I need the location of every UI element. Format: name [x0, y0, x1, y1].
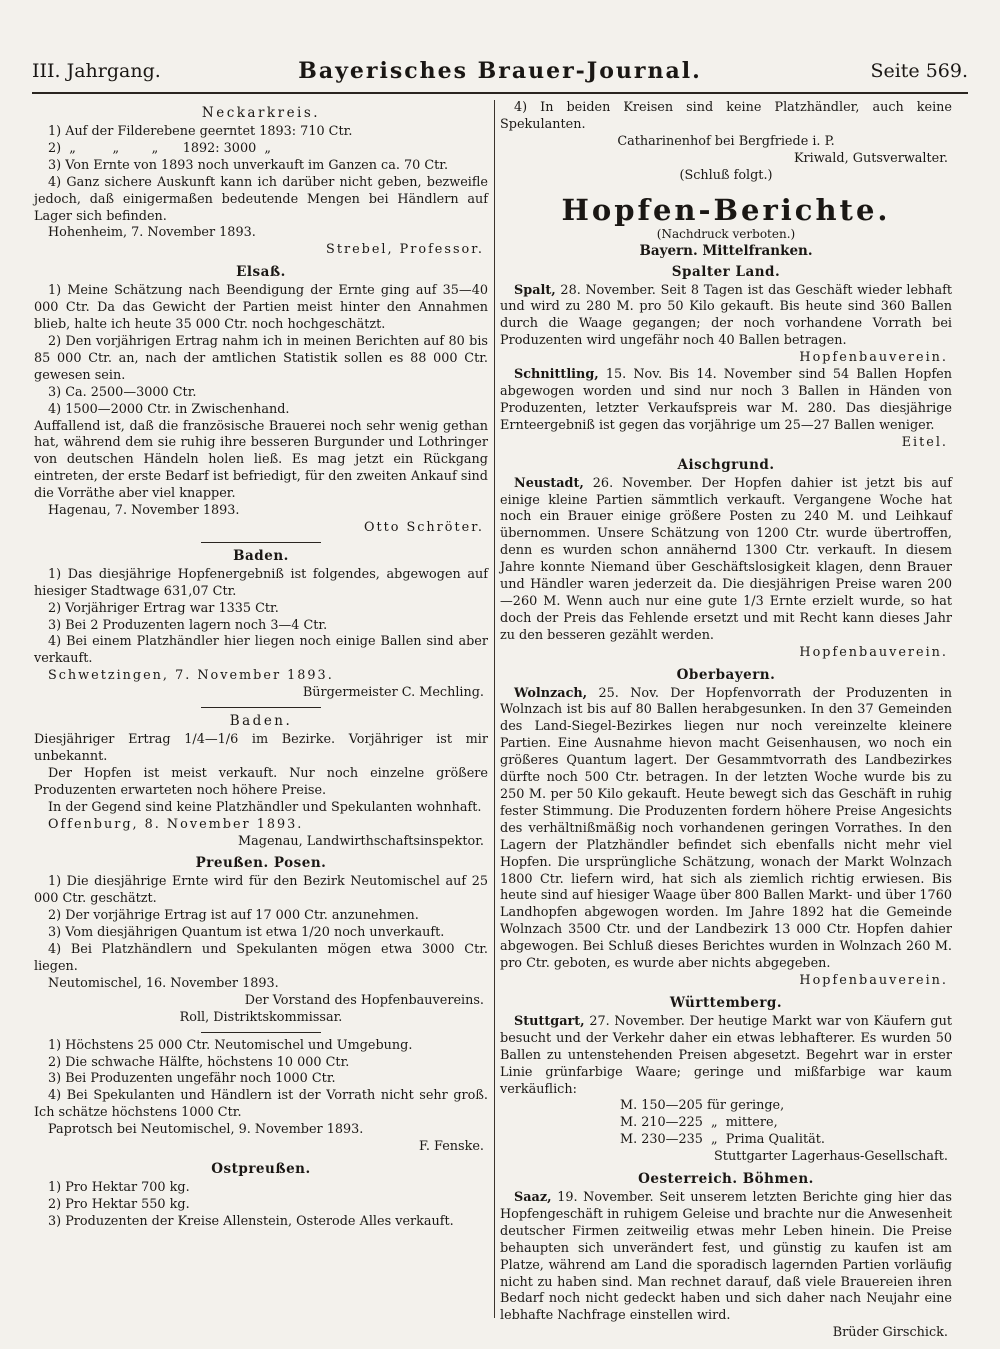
text-paragraph: 4) In beiden Kreisen sind keine Platzhändler, auch keine Spekulanten.: [500, 100, 952, 132]
place-date: Hagenau, 7. November 1893.: [48, 503, 240, 519]
separator-rule: [201, 1032, 321, 1033]
text-paragraph: 4) Bei Platzhändlern und Spekulanten mögen etwa 3000 Ctr. liegen.: [34, 942, 488, 974]
reprint-note: (Nachdruck verboten.): [656, 226, 796, 241]
text-line: 3) Ca. 2500—3000 Ctr.: [48, 384, 197, 400]
page-number: Seite 569.: [870, 60, 968, 82]
text-line: 2) „ „ „ 1892: 3000 „: [48, 140, 271, 156]
text-paragraph: 4) Ganz sichere Auskunft kann ich darüber nicht geben, bezweifle jedoch, daß einigermaßen bedeutende Mengen bei Händlern auf Lager sich befinden.: [34, 174, 488, 224]
signature: Kriwald, Gutsverwalter.: [793, 150, 948, 166]
text-line: 2) Die schwache Hälfte, höchstens 10 000 Ctr.: [48, 1054, 350, 1070]
text-paragraph: 4) Bei einem Platzhändler hier liegen noch einige Ballen sind aber verkauft.: [34, 634, 488, 667]
section-title: Aischgrund.: [677, 456, 775, 473]
continuation-note: (Schluß folgt.): [679, 167, 773, 183]
separator-rule: [201, 542, 321, 543]
volume-label: III. Jahrgang.: [32, 60, 161, 82]
place-date: Offenburg, 8. November 1893.: [48, 816, 304, 832]
text-line: 3) Vom diesjährigen Quantum ist etwa 1/20 noch unverkauft.: [48, 925, 445, 941]
place-date: Catharinenhof bei Bergfriede i. P.: [617, 133, 835, 149]
text-paragraph: In der Gegend sind keine Platzhändler und Spekulanten wohnhaft.: [48, 799, 482, 815]
place-date: Schwetzingen, 7. November 1893.: [48, 668, 334, 684]
text-line: 3) Von Ernte von 1893 noch unverkauft im Ganzen ca. 70 Ctr.: [48, 157, 449, 173]
page-header: [32, 58, 968, 94]
text-line: 3) Bei Produzenten ungefähr noch 1000 Ctr.: [48, 1071, 336, 1087]
signature: Strebel, Professor.: [326, 242, 484, 258]
signature: Otto Schröter.: [363, 519, 484, 535]
report-text: 15. Nov. Bis 14. November sind 54 Ballen Hopfen abgewogen worden und sind nur noch 3 Ballen in Händen von Produzenten, letzter Verkaufspreis war M. 280. Das diesjährige Ernteergebniß ist gegen das vorjährige um 25—27 Ballen weniger.: [500, 367, 952, 433]
report-place: Neustadt,: [514, 475, 584, 491]
section-title: Preußen. Posen.: [195, 855, 327, 872]
report-paragraph: [500, 283, 952, 351]
report-title: Hopfen-Berichte.: [561, 192, 891, 227]
place-date: Paprotsch bei Neutomischel, 9. November 1893.: [48, 1122, 364, 1138]
report-place: Wolnzach,: [514, 685, 588, 701]
price-line: M. 210—225 „ mittere,: [620, 1115, 778, 1131]
region-title: Bayern. Mittelfranken.: [639, 242, 813, 259]
section-title: Baden.: [229, 713, 293, 730]
text-paragraph: 2) Den vorjährigen Ertrag nahm ich in meinen Berichten auf 80 bis 85 000 Ctr. an, nach der amtlichen Statistik sollen es 88 000 Ctr. gewesen sein.: [34, 333, 488, 383]
text-paragraph: Auffallend ist, daß die französische Brauerei noch sehr wenig gethan hat, während dem sie ruhig ihre besseren Burgunder und Lothringer von deutschen Händeln holen ließ. Es mag jetzt ein Rückgang eintreten, der erste Bedarf ist befriedigt, für den zweiten Ankauf sind die Vorräthe aber viel knapper.: [34, 418, 488, 502]
place-date: Neutomischel, 16. November 1893.: [48, 975, 279, 991]
section-title: Elsaß.: [236, 264, 286, 281]
section-title: Spalter Land.: [671, 263, 781, 280]
report-text: 26. November. Der Hopfen dahier ist jetzt bis auf einige kleine Partien sämmtlich verkauft. Vergangene Woche hat noch ein Brauer einige größere Posten zu 240 M. und Leihkauf übernommen. Unsere Schätzung von 1200 Ctr. wurde übertroffen, denn es wurden schon annähernd 1300 Ctr. verkauft. In diesem Jahre konnte Niemand über Geschäftslosigkeit klagen, denn Brauer und Händler waren jederzeit da. Die diesjährigen Preise waren 200—260 M. Wenn auch nur eine gute 1/3 Ernte erzielt wurde, so hat doch der Preis das Fehlende ersetzt und mit Recht kann dieses Jahr zu den besseren gezählt werden.: [500, 475, 952, 643]
signature: F. Fenske.: [419, 1139, 484, 1155]
text-line: 2) Pro Hektar 550 kg.: [48, 1196, 190, 1212]
section-title: Baden.: [233, 547, 289, 564]
price-line: M. 230—235 „ Prima Qualität.: [620, 1132, 825, 1148]
signature: Roll, Distriktskommissar.: [179, 1009, 343, 1025]
signature: Magenau, Landwirthschaftsinspektor.: [238, 833, 484, 849]
signature: Hopfenbauverein.: [799, 972, 948, 988]
report-place: Spalt,: [514, 282, 556, 298]
journal-title: Bayerisches Brauer-Journal.: [298, 58, 702, 84]
report-text: 25. Nov. Der Hopfenvorrath der Produzenten in Wolnzach ist bis auf 80 Ballen herabgesunken. In den 37 Gemeinden des Land-Siegel-Bezirkes liegen nur noch vereinzelte kleinere Partien. Eine Ausnahme hievon macht Geisenhausen, wo noch ein größeres Quantum lagert. Der Gesammtvorrath des Landbezirkes dürfte noch 500 Ctr. betragen. In der letzten Woche wurde bis zu 250 M. per 50 Kilo gekauft. Heute bewegt sich das Geschäft in ruhig fester Stimmung. Die Produzenten fordern höhere Preise Angesichts des verhältnißmäßig noch vorhandenen geringen Vorrathes. In den Lagern der Platzhändler befindet sich ebenfalls nicht mehr viel Hopfen. Die ursprüngliche Schätzung, wonach der Markt Wolnzach 1800 Ctr. liefern wird, hat sich als ziemlich richtig erwiesen. Bis heute sind auf hiesiger Waage über 800 Ballen Markt- und über 1760 Landhopfen abgewogen worden. Im Jahre 1892 hat die Gemeinde Wolnzach 3500 Ctr. und der Landbezirk 13 000 Ctr. Hopfen dahier abgewogen. Bei Schluß dieses Berichtes wurden in Wolnzach 260 M. pro Ctr. geboten, es wurde aber nichts abgegeben.: [500, 685, 952, 972]
right-column: [500, 100, 952, 1342]
section-title: Neckarkreis.: [201, 105, 321, 121]
signature: Eitel.: [901, 434, 948, 450]
section-title: Oberbayern.: [676, 666, 776, 683]
report-place: Saaz,: [514, 1190, 552, 1206]
text-line: 1) Pro Hektar 700 kg.: [48, 1179, 190, 1195]
text-paragraph: Diesjähriger Ertrag 1/4—1/6 im Bezirke. Vorjähriger ist mir unbekannt.: [34, 732, 488, 764]
text-paragraph: 1) Meine Schätzung nach Beendigung der Ernte ging auf 35—40 000 Ctr. Da das Gewicht der Partien meist hinter den Annahmen blieb, halte ich heute 35 000 Ctr. noch hochgeschätzt.: [34, 283, 488, 333]
text-line: 1) Auf der Filderebene geerntet 1893: 710 Ctr.: [48, 124, 353, 139]
price-line: M. 150—205 für geringe,: [620, 1098, 785, 1114]
section-title: Württemberg.: [669, 994, 783, 1011]
report-place: Schnittling,: [514, 367, 599, 383]
text-paragraph: 1) Die diesjährige Ernte wird für den Bezirk Neutomischel auf 25 000 Ctr. geschätzt.: [34, 874, 488, 907]
text-line: 2) Vorjähriger Ertrag war 1335 Ctr.: [48, 600, 279, 616]
report-place: Stuttgart,: [514, 1013, 585, 1029]
signature: Brüder Girschick.: [832, 1325, 948, 1341]
separator-rule: [201, 707, 321, 708]
report-paragraph: [500, 476, 952, 645]
signature: Bürgermeister C. Mechling.: [302, 685, 484, 701]
text-line: 1) Höchstens 25 000 Ctr. Neutomischel und Umgebung.: [48, 1037, 413, 1053]
text-paragraph: Der Hopfen ist meist verkauft. Nur noch einzelne größere Produzenten erwarteten noch höhere Preise.: [34, 765, 488, 798]
report-paragraph: [500, 1190, 952, 1325]
report-paragraph: [500, 367, 952, 435]
section-title: Ostpreußen.: [211, 1160, 311, 1177]
left-column: [34, 100, 488, 1231]
signature: Hopfenbauverein.: [799, 644, 948, 660]
signature: Stuttgarter Lagerhaus-Gesellschaft.: [714, 1149, 948, 1165]
place-date: Hohenheim, 7. November 1893.: [48, 225, 256, 241]
text-paragraph: 1) Das diesjährige Hopfenergebniß ist folgendes, abgewogen auf hiesiger Stadtwage 631,07 Ctr.: [34, 566, 488, 599]
text-line: 3) Produzenten der Kreise Allenstein, Osterode Alles verkauft.: [48, 1213, 454, 1229]
report-text: 19. November. Seit unserem letzten Berichte ging hier das Hopfengeschäft in ruhigem Geleise und brachte nur die Anwesenheit deutscher Firmen zeitweilig etwas mehr Leben hinein. Die Preise behaupten sich unverändert fest, und günstig zu kaufen ist am Platze, während am Land die sporadisch lagernden Partien vorläufig nicht zu haben sind. Man rechnet darauf, daß viele Brauereien ihren Bedarf noch nicht gedeckt haben und sich daher nach Neujahr eine lebhafte Nachfrage einstellen wird.: [500, 1190, 952, 1324]
text-line: 3) Bei 2 Produzenten lagern noch 3—4 Ctr.: [48, 617, 328, 633]
report-paragraph: [500, 1014, 952, 1099]
text-line: 2) Der vorjährige Ertrag ist auf 17 000 Ctr. anzunehmen.: [48, 908, 419, 924]
report-text: 27. November. Der heutige Markt war von Käufern gut besucht und der Verkehr daher ein etwas lebhafterer. Es wurden 50 Ballen zu untenstehenden Preisen abgesetzt. Begehrt war in erster Linie grünfarbige Waare; geringe und mißfarbige war kaum verkäuflich:: [500, 1013, 952, 1097]
signature: Der Vorstand des Hopfenbauvereins.: [244, 992, 484, 1008]
report-paragraph: [500, 686, 952, 973]
signature: Hopfenbauverein.: [799, 350, 948, 366]
column-divider: [494, 100, 495, 1318]
text-line: 4) 1500—2000 Ctr. in Zwischenhand.: [48, 401, 290, 417]
report-text: 28. November. Seit 8 Tagen ist das Geschäft wieder lebhaft und wird zu 280 M. pro 50 Kilo gekauft. Bis heute sind 360 Ballen durch die Waage gegangen; der noch vorhandene Vorrath bei Produzenten wird ungefähr noch 40 Ballen betragen.: [500, 282, 952, 349]
section-title: Oesterreich. Böhmen.: [638, 1171, 814, 1188]
text-paragraph: 4) Bei Spekulanten und Händlern ist der Vorrath nicht sehr groß. Ich schätze höchstens 1000 Ctr.: [34, 1088, 488, 1121]
